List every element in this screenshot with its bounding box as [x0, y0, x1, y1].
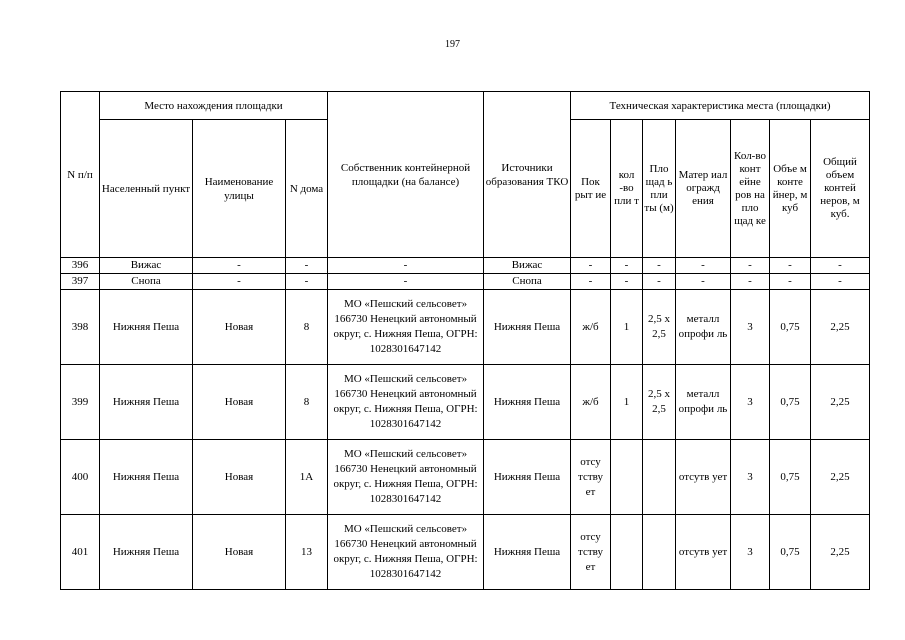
- cell-sources: Вижас: [484, 258, 571, 274]
- cell-num: 397: [61, 274, 100, 290]
- cell-street: -: [193, 258, 286, 274]
- cell-locality: Нижняя Пеша: [100, 440, 193, 515]
- header-slab-area: Пло щад ь пли ты (м): [643, 120, 676, 258]
- cell-owner: МО «Пешский сельсовет» 166730 Ненецкий автономный округ, с. Нижняя Пеша, ОГРН: 1028301647142: [328, 515, 484, 590]
- cell-slab-count: [611, 515, 643, 590]
- header-container-volume: Объе м конте йнер, м куб: [770, 120, 811, 258]
- cell-slab-count: [611, 440, 643, 515]
- table-row: [61, 258, 870, 274]
- cell-container-volume: 0,75: [770, 290, 811, 365]
- cell-house: 13: [286, 515, 328, 590]
- cell-cover: отсу тству ет: [571, 515, 611, 590]
- table-row: [61, 274, 870, 290]
- cell-total-volume: 2,25: [811, 365, 870, 440]
- cell-locality: Нижняя Пеша: [100, 515, 193, 590]
- container-sites-table: [60, 91, 870, 590]
- cell-container-volume: 0,75: [770, 515, 811, 590]
- header-house: N дома: [286, 120, 328, 258]
- header-street: Наименование улицы: [193, 120, 286, 258]
- cell-fence: металл опрофи ль: [676, 365, 731, 440]
- cell-total-volume: 2,25: [811, 440, 870, 515]
- cell-sources: Снопа: [484, 274, 571, 290]
- cell-slab-area: -: [643, 258, 676, 274]
- cell-cover: отсу тству ет: [571, 440, 611, 515]
- cell-total-volume: -: [811, 258, 870, 274]
- header-slab-count: кол -во пли т: [611, 120, 643, 258]
- cell-house: -: [286, 274, 328, 290]
- header-locality: Населенный пункт: [100, 120, 193, 258]
- page-number: 197: [445, 39, 460, 50]
- cell-fence: отсутв ует: [676, 440, 731, 515]
- header-sources: Источники образования ТКО: [484, 92, 571, 258]
- cell-street: Новая: [193, 290, 286, 365]
- cell-container-count: -: [731, 274, 770, 290]
- cell-locality: Нижняя Пеша: [100, 290, 193, 365]
- cell-slab-area: 2,5 х 2,5: [643, 365, 676, 440]
- table-row: [61, 515, 870, 590]
- cell-sources: Нижняя Пеша: [484, 290, 571, 365]
- cell-total-volume: 2,25: [811, 515, 870, 590]
- header-owner: Собственник контейнерной площадки (на балансе): [328, 92, 484, 258]
- cell-cover: ж/б: [571, 290, 611, 365]
- cell-street: Новая: [193, 515, 286, 590]
- cell-slab-area: [643, 440, 676, 515]
- header-num: N п/п: [61, 92, 100, 258]
- cell-container-volume: -: [770, 258, 811, 274]
- cell-fence: -: [676, 258, 731, 274]
- cell-owner: -: [328, 274, 484, 290]
- cell-slab-count: 1: [611, 365, 643, 440]
- cell-fence: металл опрофи ль: [676, 290, 731, 365]
- cell-locality: Нижняя Пеша: [100, 365, 193, 440]
- cell-num: 401: [61, 515, 100, 590]
- cell-owner: МО «Пешский сельсовет» 166730 Ненецкий автономный округ, с. Нижняя Пеша, ОГРН: 1028301647142: [328, 365, 484, 440]
- cell-cover: -: [571, 274, 611, 290]
- cell-container-count: 3: [731, 515, 770, 590]
- cell-sources: Нижняя Пеша: [484, 365, 571, 440]
- cell-total-volume: 2,25: [811, 290, 870, 365]
- cell-container-volume: 0,75: [770, 365, 811, 440]
- cell-num: 396: [61, 258, 100, 274]
- cell-slab-area: 2,5 х 2,5: [643, 290, 676, 365]
- header-location-group: Место нахождения площадки: [100, 92, 328, 120]
- cell-container-volume: -: [770, 274, 811, 290]
- cell-sources: Нижняя Пеша: [484, 515, 571, 590]
- cell-cover: -: [571, 258, 611, 274]
- cell-owner: МО «Пешский сельсовет» 166730 Ненецкий автономный округ, с. Нижняя Пеша, ОГРН: 1028301647142: [328, 440, 484, 515]
- cell-house: 8: [286, 365, 328, 440]
- table-row: [61, 290, 870, 365]
- header-cover: Пок рыт ие: [571, 120, 611, 258]
- cell-fence: отсутв ует: [676, 515, 731, 590]
- cell-container-volume: 0,75: [770, 440, 811, 515]
- header-container-count: Кол-во конт ейне ров на пло щад ке: [731, 120, 770, 258]
- cell-total-volume: -: [811, 274, 870, 290]
- cell-sources: Нижняя Пеша: [484, 440, 571, 515]
- cell-slab-count: -: [611, 258, 643, 274]
- cell-container-count: 3: [731, 365, 770, 440]
- cell-locality: Снопа: [100, 274, 193, 290]
- cell-slab-area: -: [643, 274, 676, 290]
- header-fence: Матер иал огражд ения: [676, 120, 731, 258]
- cell-num: 400: [61, 440, 100, 515]
- cell-house: 1А: [286, 440, 328, 515]
- cell-owner: -: [328, 258, 484, 274]
- cell-street: Новая: [193, 365, 286, 440]
- cell-house: 8: [286, 290, 328, 365]
- header-total-volume: Общий объем контей неров, м куб.: [811, 120, 870, 258]
- cell-slab-area: [643, 515, 676, 590]
- cell-num: 398: [61, 290, 100, 365]
- cell-street: Новая: [193, 440, 286, 515]
- table-row: [61, 365, 870, 440]
- cell-container-count: 3: [731, 440, 770, 515]
- cell-slab-count: 1: [611, 290, 643, 365]
- cell-house: -: [286, 258, 328, 274]
- header-tech-group: Техническая характеристика места (площадки): [571, 92, 870, 120]
- cell-container-count: 3: [731, 290, 770, 365]
- cell-container-count: -: [731, 258, 770, 274]
- table-row: [61, 440, 870, 515]
- cell-fence: -: [676, 274, 731, 290]
- cell-owner: МО «Пешский сельсовет» 166730 Ненецкий автономный округ, с. Нижняя Пеша, ОГРН: 1028301647142: [328, 290, 484, 365]
- cell-cover: ж/б: [571, 365, 611, 440]
- cell-slab-count: -: [611, 274, 643, 290]
- cell-locality: Вижас: [100, 258, 193, 274]
- cell-num: 399: [61, 365, 100, 440]
- cell-street: -: [193, 274, 286, 290]
